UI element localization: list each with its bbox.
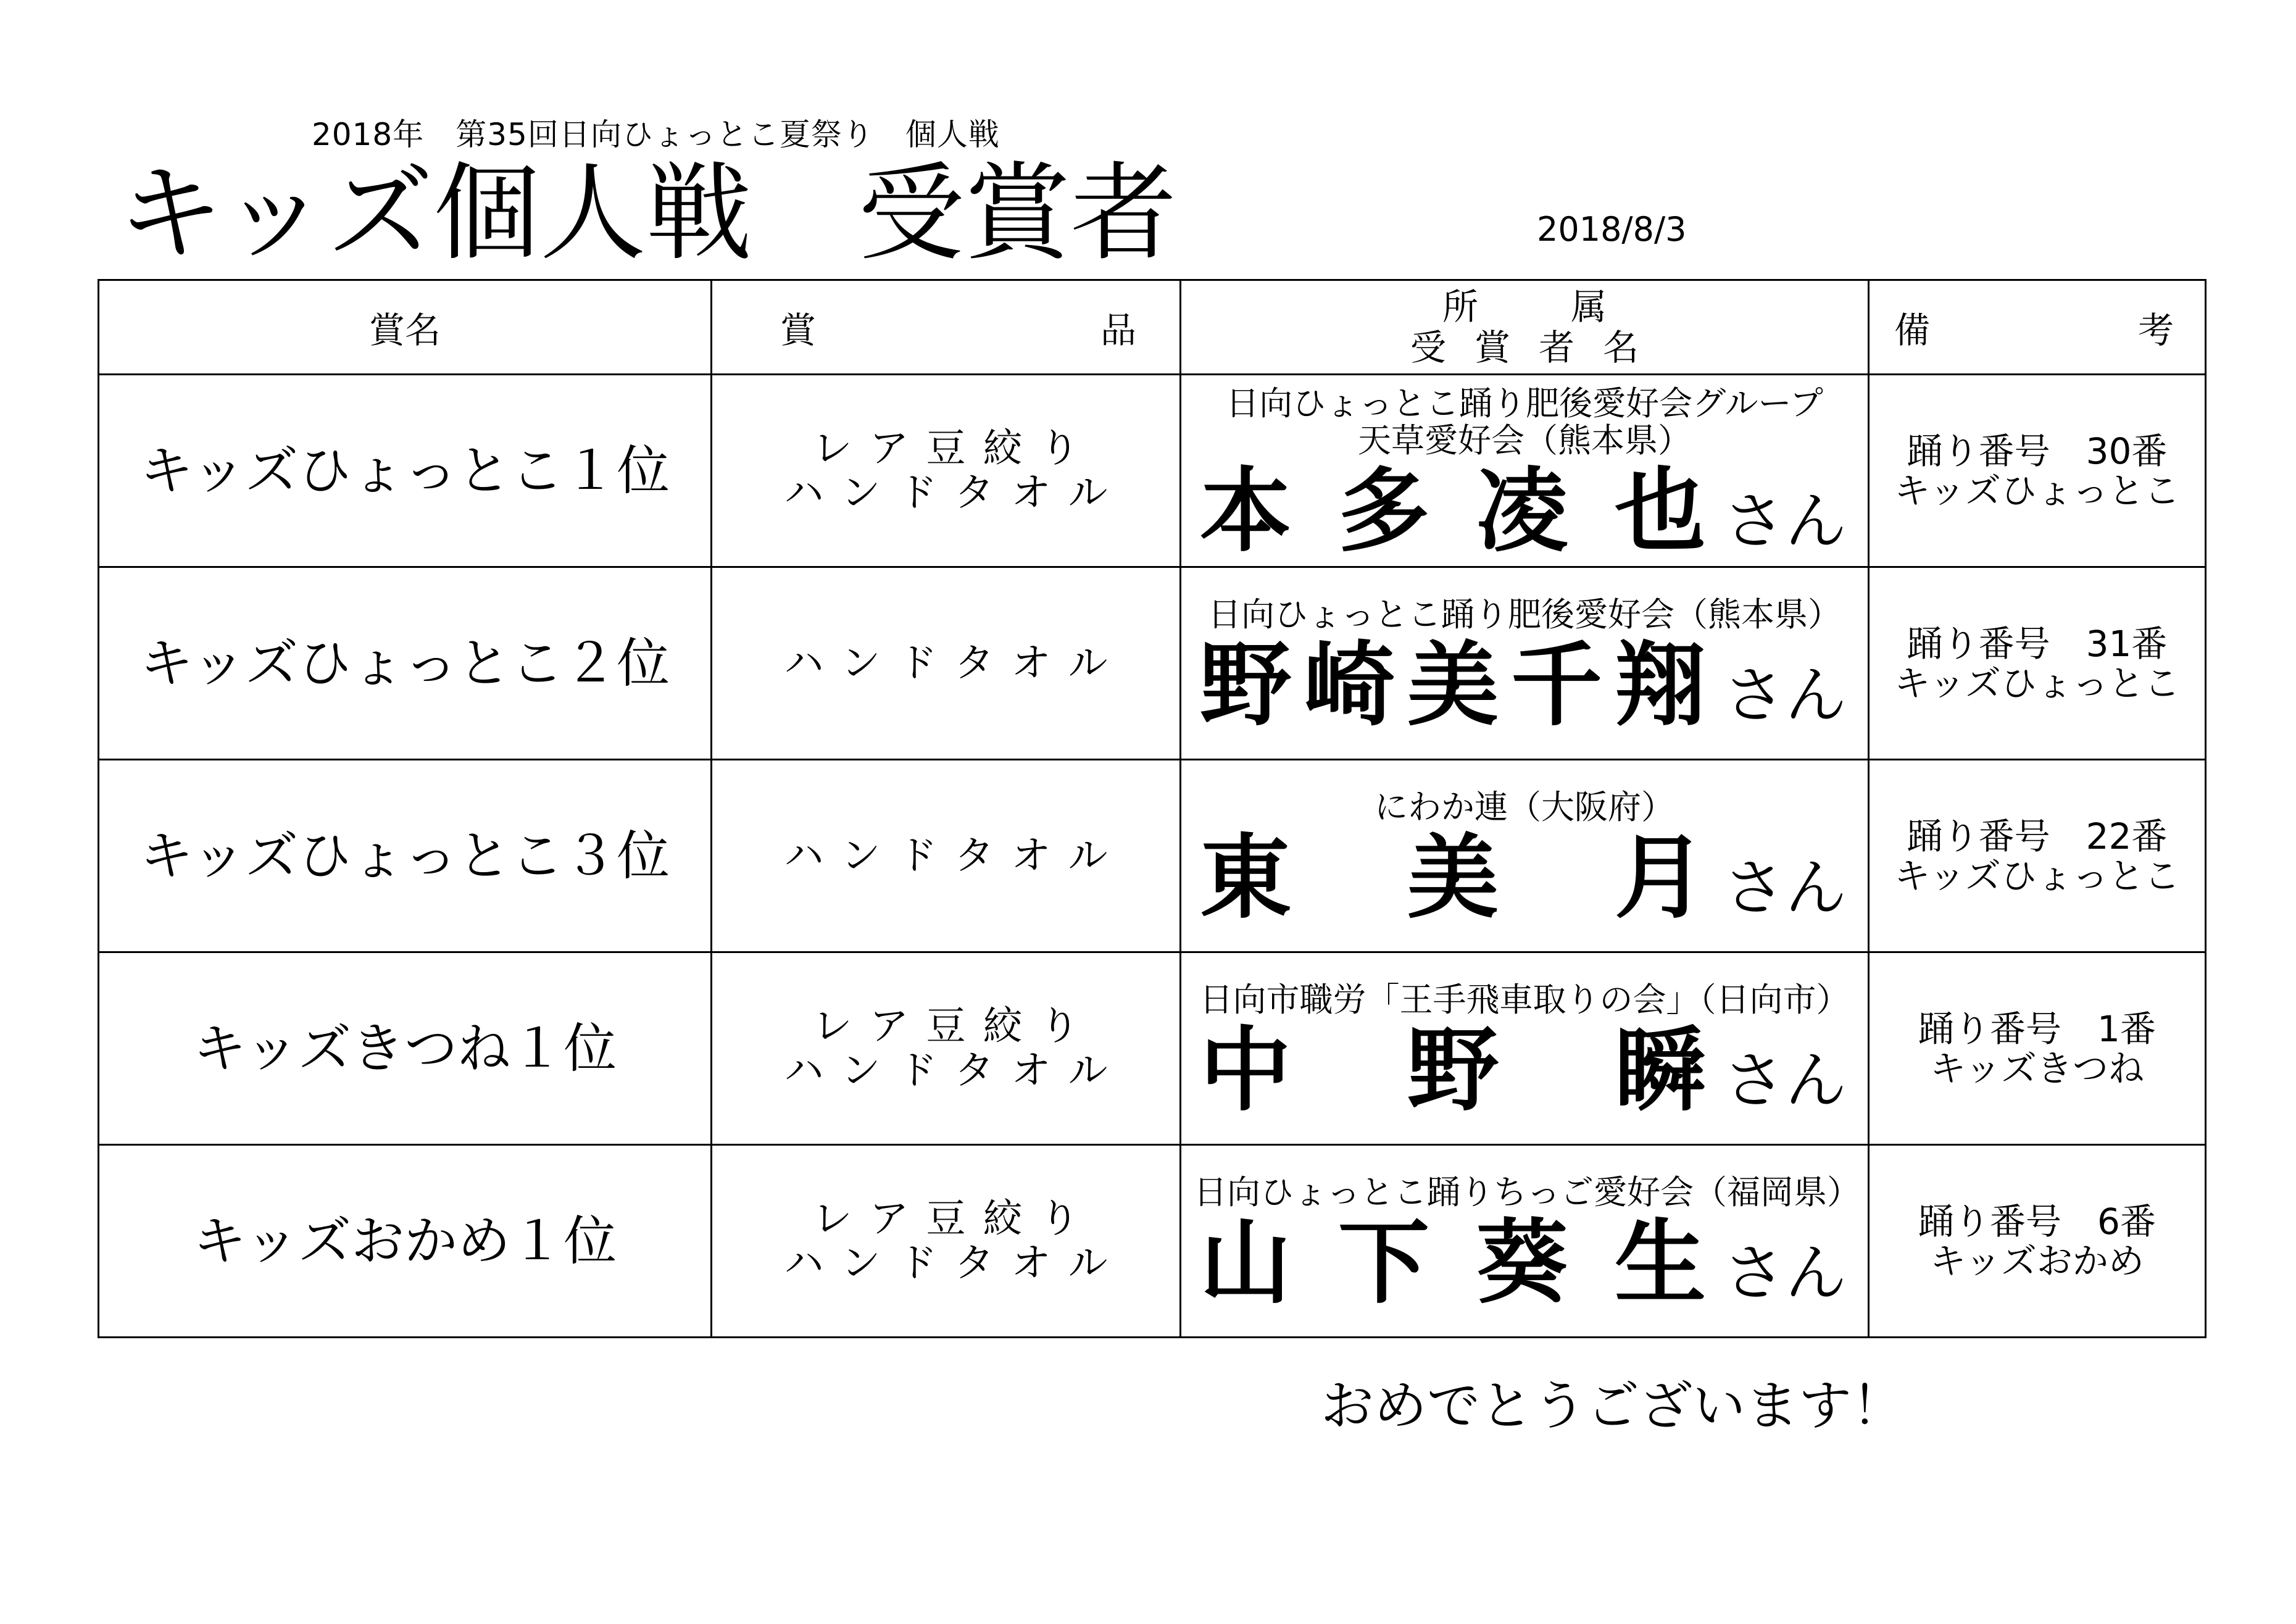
- affiliation: 日向ひょっとこ踊りちっご愛好会（福岡県）: [1194, 1172, 1860, 1212]
- recipient: [1181, 1017, 1868, 1123]
- note-cell: [1869, 375, 2206, 567]
- header-item: [712, 280, 1181, 375]
- note-cell: [1869, 760, 2206, 952]
- note-line: 踊り番号 1番: [1918, 1007, 2156, 1050]
- header-prize-char: 名: [405, 309, 441, 351]
- item-cell: [712, 760, 1181, 952]
- note-cell: [1869, 567, 2206, 760]
- note-line: 踊り番号 30番: [1907, 430, 2168, 472]
- header-prize-char: 賞: [368, 309, 405, 351]
- header-recipient-char: 者: [1539, 327, 1575, 369]
- item-cell: [712, 375, 1181, 567]
- note-cell: [1869, 1145, 2206, 1338]
- header-notes: [1869, 280, 2206, 375]
- item-line: ハンドタオル: [784, 640, 1125, 686]
- prize-cell: [99, 1145, 712, 1338]
- item-line: ハンドタオル: [784, 1240, 1125, 1286]
- recipient: [1181, 824, 1868, 931]
- prize-cell: [99, 952, 712, 1145]
- recipient: [1181, 631, 1868, 738]
- header-item-char: 品: [1100, 309, 1136, 351]
- item-line: レア豆絞り: [812, 1003, 1097, 1049]
- note-line: 踊り番号 31番: [1907, 622, 2168, 665]
- prize-cell: [99, 375, 712, 567]
- item-cell: [712, 567, 1181, 760]
- header-affiliation-char: 属: [1571, 286, 1607, 328]
- affiliation: 日向ひょっとこ踊り肥後愛好会（熊本県）: [1208, 594, 1841, 634]
- recipient-name: 東美月: [1200, 824, 1706, 931]
- recipient-name: 本多凌也: [1200, 457, 1706, 564]
- recipient-name: 中野瞬: [1200, 1017, 1706, 1123]
- table-row: [99, 567, 2206, 760]
- item-cell: [712, 952, 1181, 1145]
- closing-message: おめでとうございます！: [1321, 1375, 1905, 1437]
- note-line: 踊り番号 22番: [1907, 815, 2168, 857]
- note-cell: [1869, 952, 2206, 1145]
- header-prize: [99, 280, 712, 375]
- header-recipient-char: 名: [1603, 327, 1639, 369]
- prize-cell: [99, 760, 712, 952]
- item-line: ハンドタオル: [784, 470, 1125, 516]
- table-header-row: [99, 280, 2206, 375]
- item-line: レア豆絞り: [812, 425, 1097, 472]
- table-row: [99, 952, 2206, 1145]
- table-row: [99, 375, 2206, 567]
- affiliation: 日向ひょっとこ踊り肥後愛好会グループ 天草愛好会（熊本県）: [1226, 383, 1857, 460]
- recipient-name: 山下葵生: [1200, 1209, 1706, 1316]
- item-cell: [712, 1145, 1181, 1338]
- header-recipient: [1181, 280, 1869, 375]
- recipient-cell: [1181, 567, 1869, 760]
- honorific: さん: [1723, 659, 1847, 731]
- document-title: キッズ個人戦 受賞者: [117, 151, 1177, 275]
- document-date: 2018/8/3: [1537, 210, 1687, 249]
- recipient-cell: [1181, 952, 1869, 1145]
- item-line: レア豆絞り: [812, 1196, 1097, 1242]
- honorific: さん: [1723, 851, 1847, 924]
- header-affiliation-char: 所: [1442, 286, 1478, 328]
- note-line: キッズひょっとこ: [1894, 854, 2180, 897]
- honorific: さん: [1723, 1044, 1847, 1117]
- prize-cell: [99, 567, 712, 760]
- honorific: さん: [1723, 485, 1847, 557]
- note-line: 踊り番号 6番: [1918, 1200, 2156, 1243]
- recipient: [1181, 1209, 1868, 1316]
- prize-name: キッズひょっとこ３位: [139, 825, 670, 887]
- prize-name: キッズきつね１位: [193, 1017, 617, 1080]
- affiliation: 日向市職労「王手飛車取りの会」（日向市）: [1199, 980, 1850, 1019]
- recipient-cell: [1181, 760, 1869, 952]
- note-line: キッズひょっとこ: [1894, 662, 2180, 704]
- note-line: キッズきつね: [1930, 1047, 2144, 1089]
- note-line: キッズひょっとこ: [1894, 469, 2180, 512]
- table-row: [99, 1145, 2206, 1338]
- document-subtitle: 2018年 第35回日向ひょっとこ夏祭り 個人戦: [312, 117, 1000, 152]
- header-item-char: 賞: [780, 309, 817, 351]
- awards-table: [98, 279, 2207, 1338]
- header-notes-char: 考: [2137, 309, 2174, 351]
- table-row: [99, 760, 2206, 952]
- recipient-cell: [1181, 1145, 1869, 1338]
- prize-name: キッズおかめ１位: [193, 1210, 617, 1272]
- recipient-cell: [1181, 375, 1869, 567]
- item-line: ハンドタオル: [784, 833, 1125, 879]
- affiliation: にわか連（大阪府）: [1375, 787, 1674, 827]
- recipient-name: 野崎美千翔: [1200, 631, 1706, 738]
- prize-name: キッズひょっとこ１位: [139, 439, 670, 502]
- recipient: [1181, 457, 1868, 564]
- prize-name: キッズひょっとこ２位: [139, 632, 670, 694]
- item-line: ハンドタオル: [784, 1047, 1125, 1094]
- header-recipient-char: 受: [1410, 327, 1446, 369]
- header-recipient-char: 賞: [1474, 327, 1510, 369]
- header-notes-char: 備: [1894, 309, 1931, 351]
- honorific: さん: [1723, 1236, 1847, 1309]
- note-line: キッズおかめ: [1930, 1239, 2144, 1282]
